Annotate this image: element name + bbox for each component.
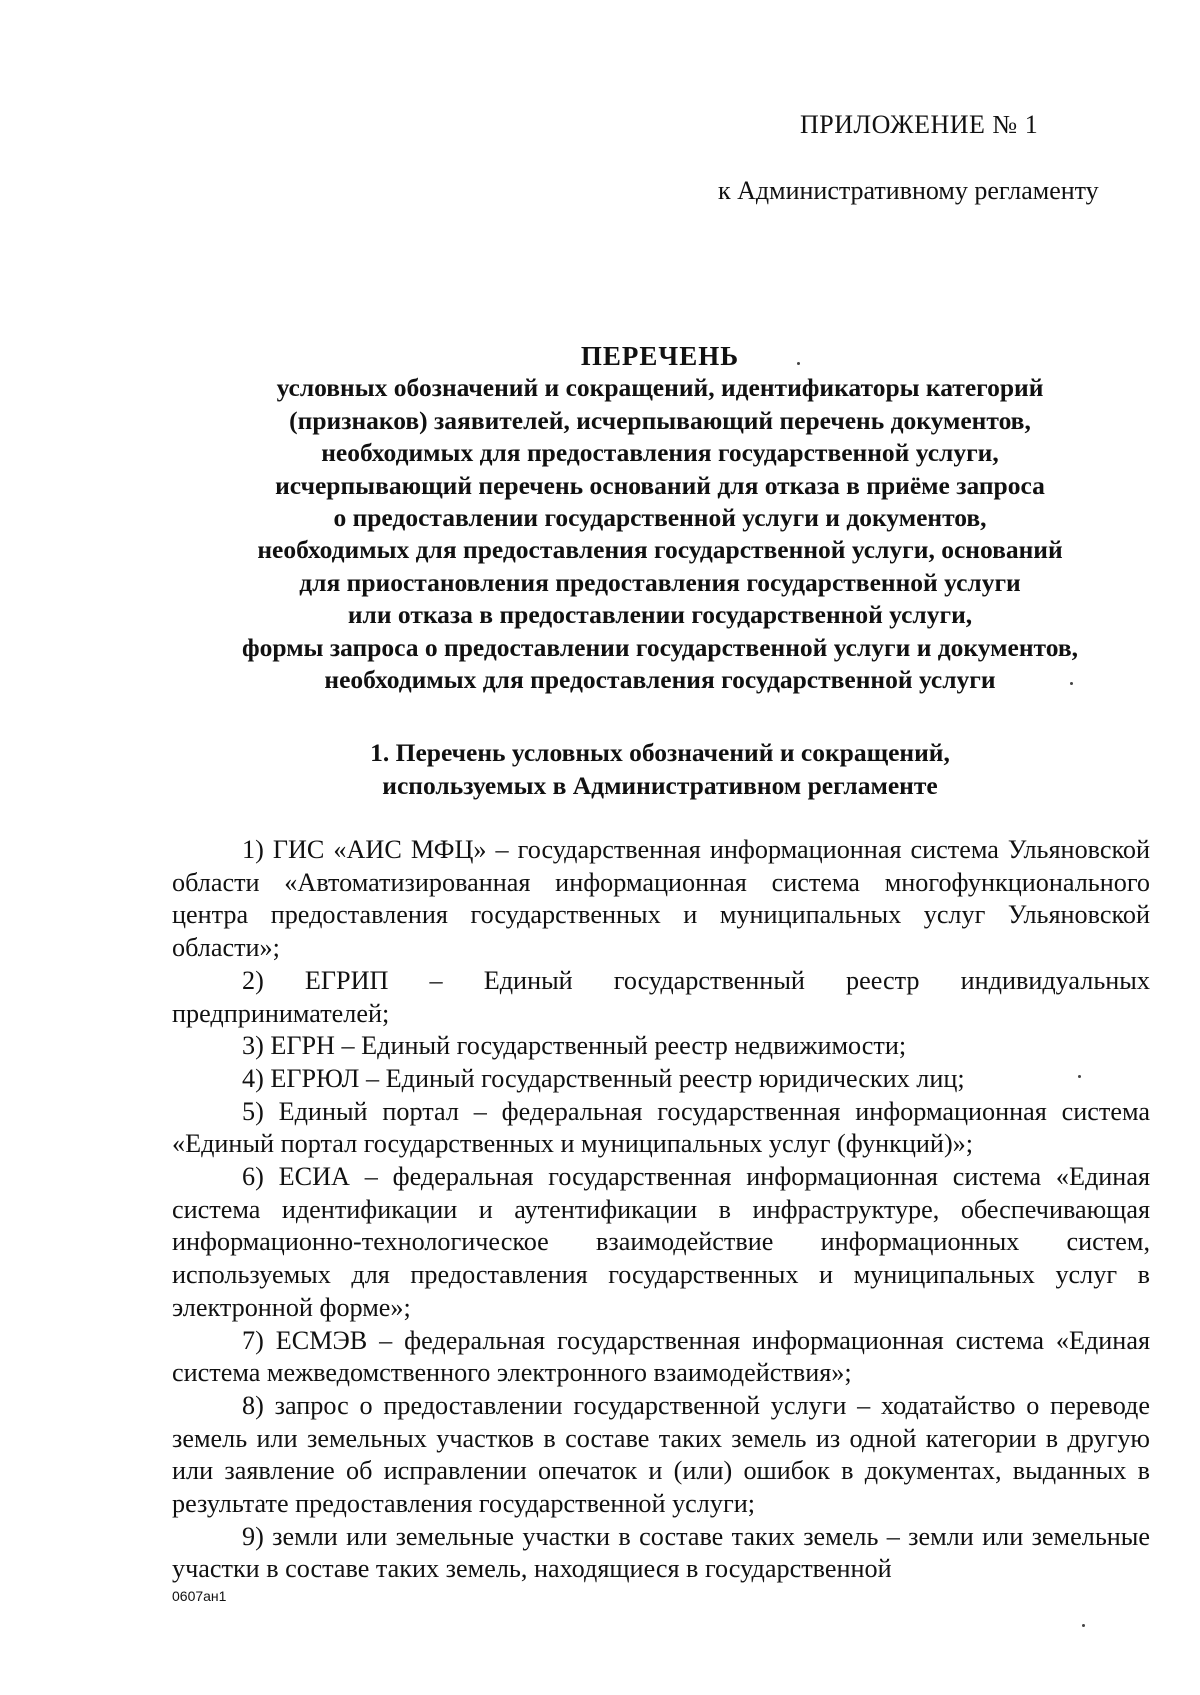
heading-title: ПЕРЕЧЕНЬ <box>580 341 740 371</box>
list-item: 4) ЕГРЮЛ – Единый государственный реестр юридических лиц; <box>242 1063 965 1093</box>
heading-line: исчерпывающий перечень оснований для отказа в приёме запроса <box>275 470 1045 500</box>
document-heading <box>130 340 1190 696</box>
section-title <box>130 736 1190 802</box>
heading-line: необходимых для предоставления государственной услуги, оснований <box>257 535 1063 565</box>
heading-line: необходимых для предоставления государственной услуги <box>324 665 996 695</box>
list-item: 3) ЕГРН – Единый государственный реестр недвижимости; <box>242 1031 907 1061</box>
definitions-list <box>172 834 1150 1586</box>
heading-line: формы запроса о предоставлении государственной услуги и документов, <box>242 632 1078 662</box>
scan-speck <box>1082 1624 1085 1627</box>
heading-line: или отказа в предоставлении государственной услуги, <box>347 600 973 630</box>
heading-line: (признаков) заявителей, исчерпывающий перечень документов, <box>289 405 1031 435</box>
document-code: 0607ан1 <box>172 1588 227 1604</box>
heading-line: для приостановления предоставления государственной услуги <box>299 567 1021 597</box>
scan-speck <box>797 362 800 365</box>
list-item: 6) ЕСИА – федеральная государственная информационная система «Единая система идентификации и аутентификации в инфраструктуре, обеспечивающая информационно-технологическое взаимодействие информационных систем, используемых для предоставления государственных и муниципальных услуг в электронной форме»; <box>172 1162 1150 1322</box>
section-title-line: используемых в Административном регламенте <box>382 771 938 800</box>
heading-line: необходимых для предоставления государственной услуги, <box>321 438 999 468</box>
list-item: 8) запрос о предоставлении государственной услуги – ходатайство о переводе земель или земельных участков в составе таких земель из одной категории в другую или заявление об исправлении опечаток и (или) ошибок в документах, выданных в результате предоставления государственной услуги; <box>172 1390 1150 1519</box>
appendix-subtitle: к Административному регламенту <box>718 176 1099 205</box>
list-item: 9) земли или земельные участки в составе таких земель – земли или земельные участки в составе таких земель, находящиеся в государственной <box>172 1521 1150 1584</box>
list-item: 7) ЕСМЭВ – федеральная государственная информационная система «Единая система межведомственного электронного взаимодействия»; <box>172 1325 1150 1388</box>
scan-speck <box>1078 1075 1081 1078</box>
heading-line: о предоставлении государственной услуги и документов, <box>333 503 987 533</box>
appendix-title: ПРИЛОЖЕНИЕ № 1 <box>800 110 1039 139</box>
heading-line: условных обозначений и сокращений, идентификаторы категорий <box>276 373 1044 403</box>
scan-speck <box>1070 682 1073 685</box>
section-title-line: 1. Перечень условных обозначений и сокращений, <box>370 738 950 767</box>
list-item: 2) ЕГРИП – Единый государственный реестр индивидуальных предпринимателей; <box>172 965 1150 1028</box>
list-item: 1) ГИС «АИС МФЦ» – государственная информационная система Ульяновской области «Автоматизированная информационная система многофункционального центра предоставления государственных и муниципальных услуг Ульяновской области»; <box>172 835 1150 963</box>
list-item: 5) Единый портал – федеральная государственная информационная система «Единый портал государственных и муниципальных услуг (функций)»; <box>172 1096 1150 1159</box>
